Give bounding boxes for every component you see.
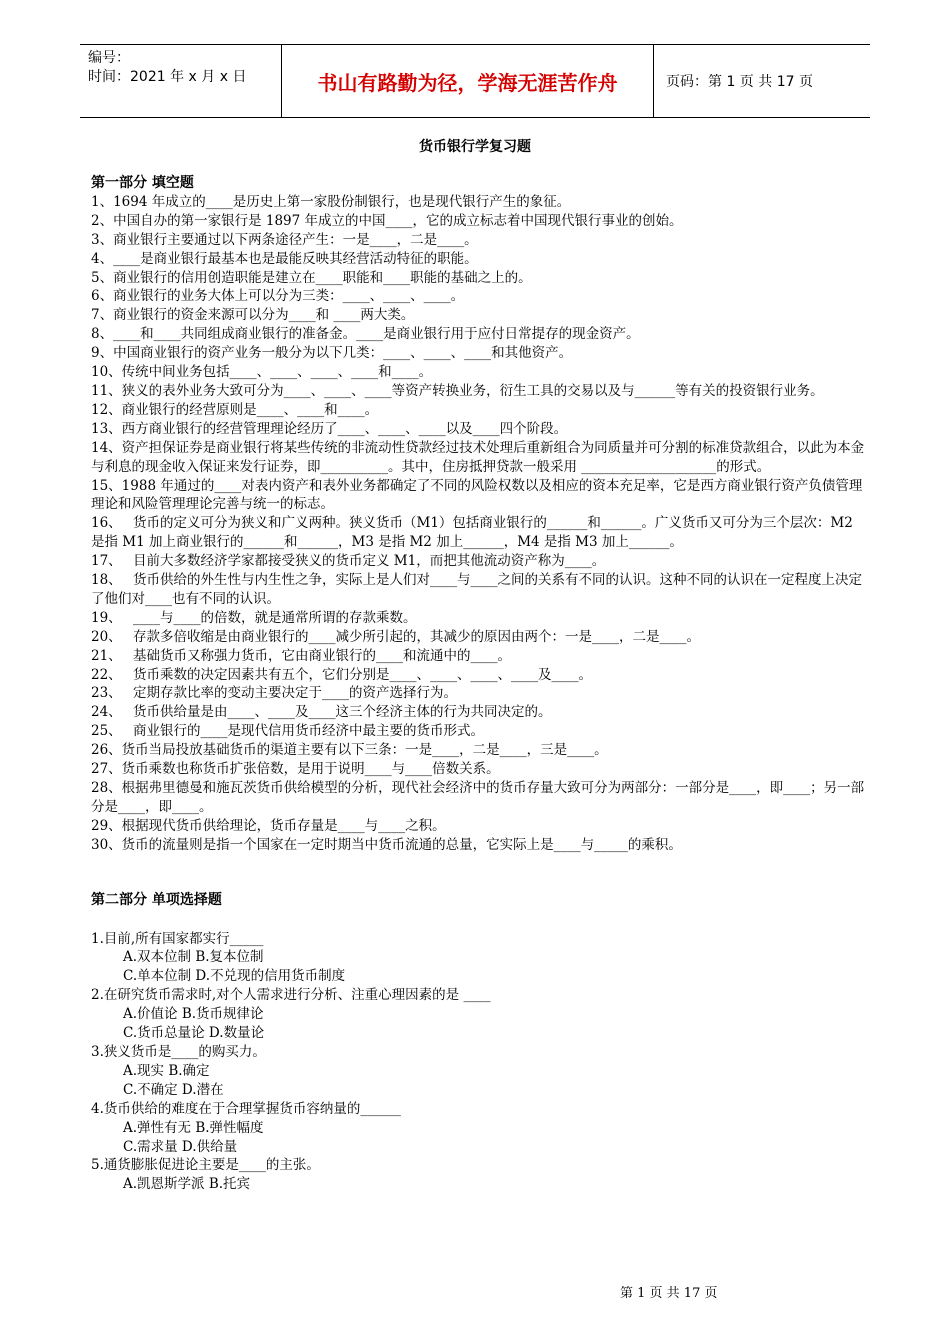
choice-options: A.现实 B.确定 <box>123 1062 210 1079</box>
question-item: 11、狭义的表外业务大致可分为____、____、____等资产转换业务，衍生工具的交易以及与______等有关的投资银行业务。 <box>91 382 824 399</box>
question-item <box>91 571 868 609</box>
question-text: 商业银行的____是现代信用货币经济中最主要的货币形式。 <box>133 723 484 740</box>
fill-blank-list-continued <box>91 741 868 854</box>
question-text: 货币乘数的决定因素共有五个，它们分别是____、____、____、____及____。 <box>133 666 592 683</box>
question-item: 15、1988 年通过的____对表内资产和表外业务都确定了不同的风险权数以及相应的资本充足率，它是西方商业银行资产负债管理理论和风险管理理论完善与统一的标志。 <box>91 477 863 513</box>
question-number: 24、 <box>91 704 122 721</box>
choice-question: 5.通货膨胀促进论主要是____的主张。 <box>91 1157 320 1174</box>
question-item <box>91 514 868 552</box>
question-number: 17、 <box>91 553 122 570</box>
question-number: 23、 <box>91 685 122 702</box>
question-item <box>91 647 868 666</box>
choice-options: C.需求量 D.供给量 <box>123 1138 238 1155</box>
choice-options: C.货币总量论 D.数量论 <box>123 1025 265 1042</box>
question-item: 6、商业银行的业务大体上可以分为三类：____、____、____。 <box>91 288 465 305</box>
question-text: 定期存款比率的变动主要决定于____的资产选择行为。 <box>133 685 457 702</box>
header-page-info: 页码：第 1 页 共 17 页 <box>666 74 813 90</box>
question-item <box>91 628 868 647</box>
fill-blank-list <box>91 193 868 514</box>
question-item: 8、____和____共同组成商业银行的准备金。____是商业银行用于应付日常提存的现金资产。 <box>91 326 640 343</box>
question-number: 21、 <box>91 647 122 664</box>
question-item: 14、资产担保证券是商业银行将某些传统的非流动性贷款经过技术处理后重新组合为同质量并可分割的标准贷款组合，以此为本金与利息的现金收入保证来发行证券，即__________。其中，住房抵押贷款一般采用 ____________________的形式。 <box>91 439 865 475</box>
question-text: 基础货币又称强力货币，它由商业银行的____和流通中的____。 <box>133 647 511 664</box>
question-item: 30、货币的流量则是指一个国家在一定时期当中货币流通的总量，它实际上是____与_____的乘积。 <box>91 836 682 853</box>
question-item: 5、商业银行的信用创造职能是建立在____职能和____职能的基础之上的。 <box>91 269 532 286</box>
question-number: 25、 <box>91 723 122 740</box>
time-label: 时间：2021 年 x 月 x 日 <box>88 69 247 85</box>
question-item: 13、西方商业银行的经营管理理论经历了____、____、____以及____四个阶段。 <box>91 420 568 437</box>
question-item: 3、商业银行主要通过以下两条途径产生：一是____，二是____。 <box>91 231 478 248</box>
id-label: 编号： <box>88 50 130 66</box>
question-number: 20、 <box>91 628 122 645</box>
document-body <box>91 174 868 1194</box>
question-item: 4、____是商业银行最基本也是最能反映其经营活动特征的职能。 <box>91 250 478 267</box>
header-motto: 书山有路勤为径，学海无涯苦作舟 <box>282 45 654 117</box>
question-item: 1、1694 年成立的____是历史上第一家股份制银行，也是现代银行产生的象征。 <box>91 193 571 210</box>
section-heading-single-choice: 第二部分 单项选择题 <box>91 891 222 908</box>
question-item: 29、根据现代货币供给理论，货币存量是____与____之积。 <box>91 817 446 834</box>
question-item <box>91 703 868 722</box>
question-item <box>91 684 868 703</box>
page-header <box>80 44 870 118</box>
question-item <box>91 552 868 571</box>
choice-question: 1.目前,所有国家都实行_____ <box>91 930 264 947</box>
choice-question: 2.在研究货币需求时,对个人需求进行分析、注重心理因素的是 ____ <box>91 987 491 1004</box>
question-item: 28、根据弗里德曼和施瓦茨货币供给模型的分析，现代社会经济中的货币存量大致可分为两部分：一部分是____，即____；另一部分是____，即____。 <box>91 780 865 815</box>
question-item: 9、中国商业银行的资产业务一般分为以下几类：____、____、____和其他资产。 <box>91 345 573 362</box>
question-item <box>91 609 868 628</box>
choice-options: C.不确定 D.潜在 <box>123 1081 224 1098</box>
question-item: 7、商业银行的资金来源可以分为____和 ____两大类。 <box>91 307 415 324</box>
question-text: 目前大多数经济学家都接受狭义的货币定义 M1，而把其他流动资产称为____。 <box>133 553 606 570</box>
question-text: 货币的定义可分为狭义和广义两种。狭义货币（M1）包括商业银行的______和______。广义货币又可分为三个层次：M2 是指 M1 加上商业银行的______和______，M3 是指 M2 加上______，M4 是指 M3 加上______。 <box>91 515 853 551</box>
document-title: 货币银行学复习题 <box>419 139 531 155</box>
question-item: 2、中国自办的第一家银行是 1897 年成立的中国____，它的成立标志着中国现代银行事业的创始。 <box>91 212 683 229</box>
choice-options: A.弹性有无 B.弹性幅度 <box>123 1119 264 1136</box>
question-text: ____与____的倍数，就是通常所谓的存款乘数。 <box>133 609 417 626</box>
fill-blank-list-indented <box>91 514 868 741</box>
question-number: 16、 <box>91 515 122 532</box>
choice-question: 3.狭义货币是____的购买力。 <box>91 1043 266 1060</box>
page-footer: 第 1 页 共 17 页 <box>620 1286 718 1301</box>
question-item <box>91 722 868 741</box>
question-item: 26、货币当局投放基础货币的渠道主要有以下三条：一是____，二是____，三是____。 <box>91 742 608 759</box>
question-item <box>91 666 868 685</box>
question-number: 19、 <box>91 609 122 626</box>
question-text: 存款多倍收缩是由商业银行的____减少所引起的，其减少的原因由两个：一是____，二是____。 <box>133 628 700 645</box>
single-choice-list <box>91 930 868 1195</box>
question-text: 货币供给的外生性与内生性之争，实际上是人们对____与____之间的关系有不同的认识。这种不同的认识在一定程度上决定了他们对____也有不同的认识。 <box>91 572 862 607</box>
choice-question: 4.货币供给的难度在于合理掌握货币容纳量的______ <box>91 1100 401 1117</box>
question-item: 27、货币乘数也称货币扩张倍数，是用于说明____与____倍数关系。 <box>91 761 500 778</box>
question-item: 12、商业银行的经营原则是____、____和____。 <box>91 401 379 418</box>
header-info <box>80 45 282 117</box>
choice-options: C.单本位制 D.不兑现的信用货币制度 <box>123 968 346 985</box>
choice-options: A.凯恩斯学派 B.托宾 <box>123 1176 251 1193</box>
choice-options: A.价值论 B.货币规律论 <box>123 1006 264 1023</box>
question-number: 18、 <box>91 572 122 589</box>
choice-options: A.双本位制 B.复本位制 <box>123 949 264 966</box>
question-text: 货币供给量是由____、____及____这三个经济主体的行为共同决定的。 <box>133 704 552 721</box>
question-number: 22、 <box>91 666 122 683</box>
question-item: 10、传统中间业务包括____、____、____、____和____。 <box>91 364 433 381</box>
section-heading-fill-blank: 第一部分 填空题 <box>91 175 194 191</box>
